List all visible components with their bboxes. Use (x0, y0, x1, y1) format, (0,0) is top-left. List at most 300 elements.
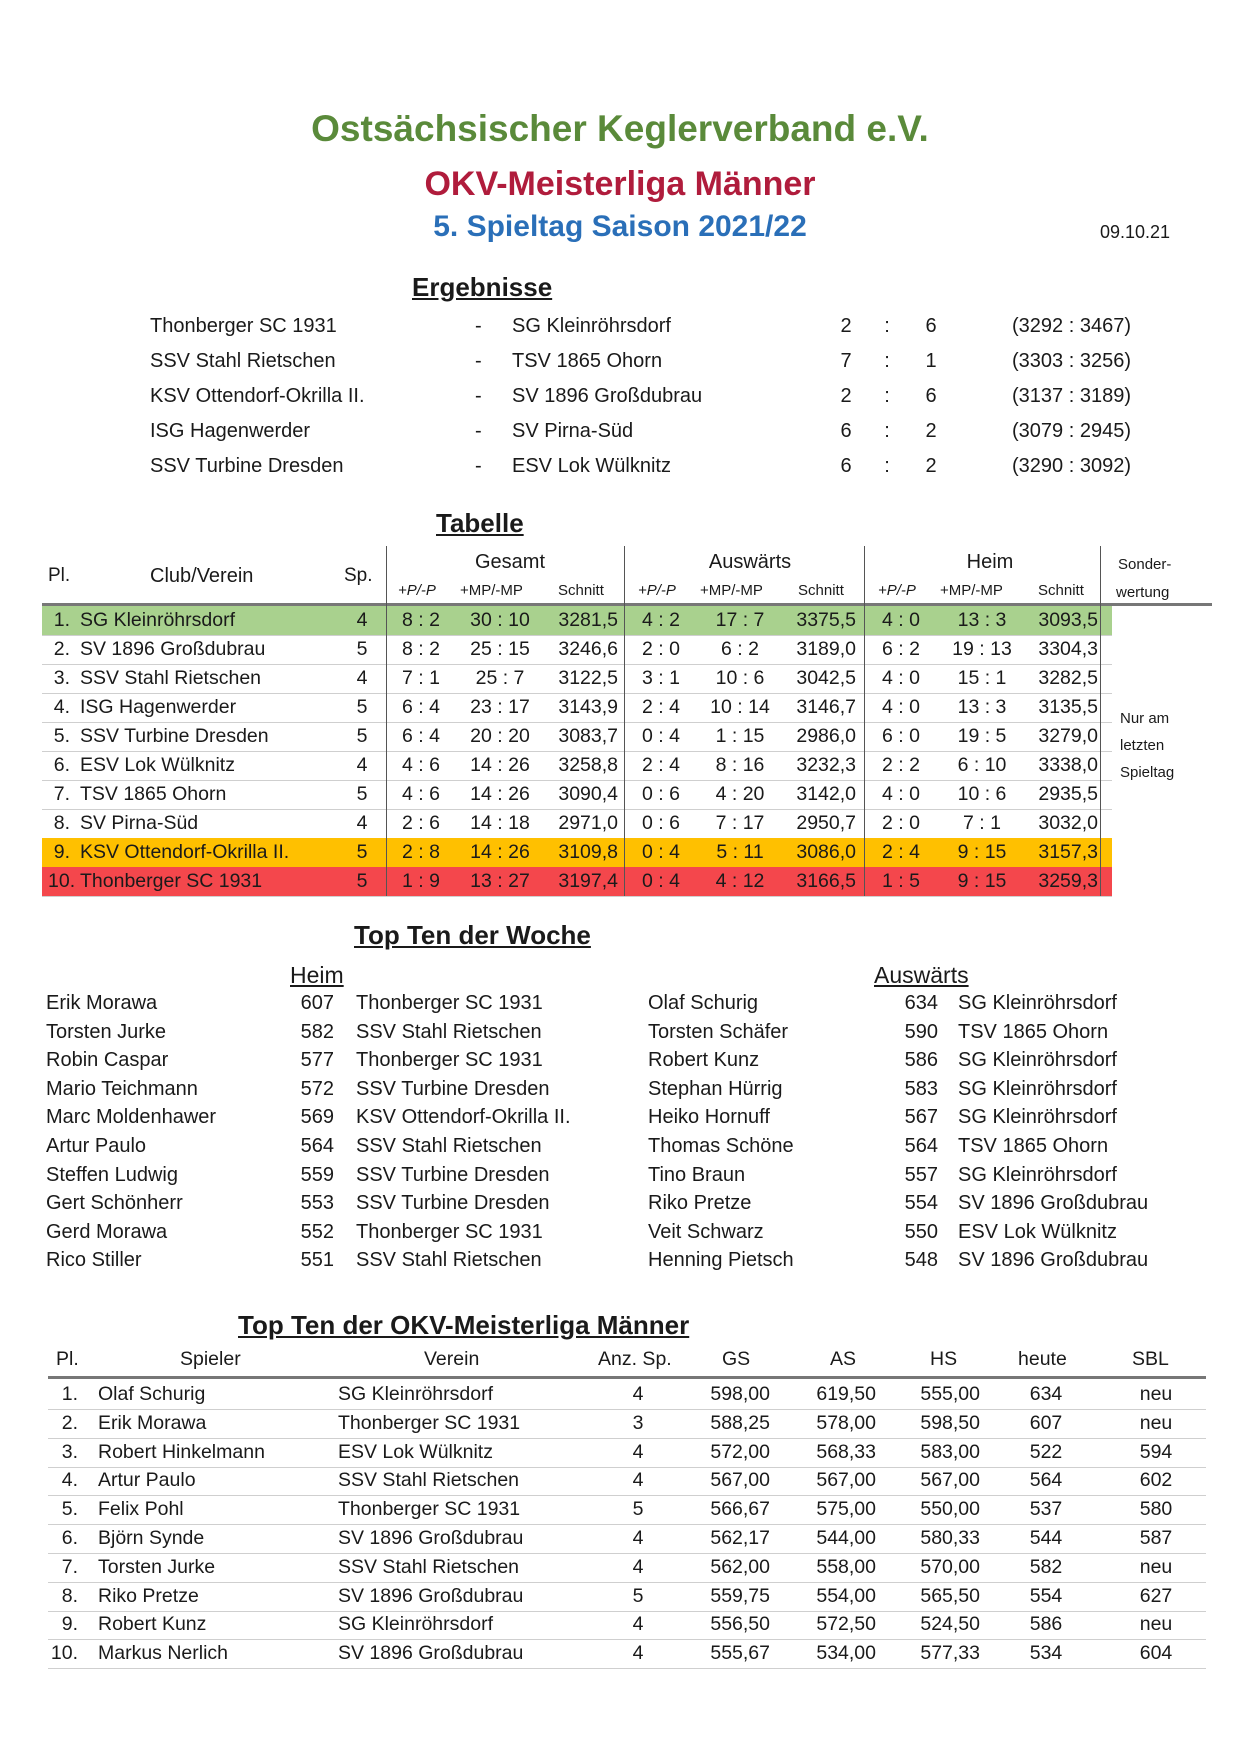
result-pins: (3292 : 3467) (1012, 315, 1131, 337)
week-away-score: 586 (904, 1049, 938, 1072)
league-hs: 524,50 (920, 1613, 980, 1636)
standings-row (42, 606, 1112, 636)
league-gs: 567,00 (710, 1469, 770, 1492)
standings-pl: 10. (48, 870, 76, 892)
standings-away-matchpoints: 10 : 6 (715, 667, 765, 689)
standings-club: KSV Ottendorf-Okrilla II. (80, 841, 290, 863)
week-home-player: Robin Caspar (46, 1049, 169, 1072)
league-col-header-sbl: SBL (1132, 1348, 1169, 1370)
week-home-player: Mario Teichmann (46, 1077, 198, 1100)
league-player: Felix Pohl (98, 1498, 184, 1521)
league-pl: 5. (61, 1498, 78, 1521)
league-club: SG Kleinröhrsdorf (338, 1383, 493, 1405)
league-gs: 562,17 (710, 1527, 770, 1549)
result-home-team: KSV Ottendorf-Okrilla II. (150, 385, 365, 407)
league-games: 4 (632, 1527, 644, 1549)
result-pins: (3079 : 2945) (1012, 420, 1131, 442)
league-player: Björn Synde (98, 1527, 205, 1549)
round-title: 5. Spieltag Saison 2021/22 (433, 210, 807, 243)
league-games: 4 (632, 1642, 644, 1665)
league-top-row (48, 1639, 1206, 1669)
standings-away-points: 0 : 4 (642, 725, 680, 747)
col-header-points: +P/-P (878, 582, 916, 599)
league-today: 586 (1029, 1613, 1063, 1636)
result-pins: (3137 : 3189) (1012, 385, 1131, 407)
league-hs: 583,00 (920, 1440, 980, 1463)
standings-sp: 4 (356, 754, 368, 776)
standings-sp: 5 (356, 725, 368, 747)
league-today: 554 (1029, 1584, 1063, 1607)
standings-pl: 7. (53, 783, 70, 805)
league-today: 582 (1029, 1555, 1063, 1578)
week-home-score: 559 (300, 1163, 334, 1186)
standings-club: Thonberger SC 1931 (80, 870, 263, 892)
league-col-header-as: AS (830, 1348, 857, 1370)
league-sbl: neu (1139, 1613, 1173, 1636)
standings-home-matchpoints: 7 : 1 (963, 812, 1001, 834)
league-hs: 550,00 (920, 1498, 980, 1521)
league-games: 5 (632, 1584, 644, 1607)
week-away-score: 634 (904, 992, 938, 1014)
standings-away-average: 3189,0 (796, 638, 856, 660)
standings-pl: 9. (53, 841, 70, 863)
standings-home-points: 4 : 0 (882, 783, 920, 805)
week-home-player: Torsten Jurke (46, 1020, 167, 1043)
standings-header-rule (42, 603, 1212, 606)
col-header-auswaerts: Auswärts (708, 551, 792, 573)
standings-club: SSV Stahl Rietschen (80, 667, 262, 689)
standings-total-matchpoints: 14 : 26 (470, 783, 530, 805)
week-home-score: 582 (300, 1020, 334, 1043)
week-home-club: SSV Stahl Rietschen (356, 1020, 542, 1043)
league-pl: 8. (61, 1584, 78, 1607)
standings-away-matchpoints: 7 : 17 (715, 812, 765, 834)
league-player: Riko Pretze (98, 1584, 199, 1607)
week-home-score: 607 (300, 992, 334, 1014)
league-player: Robert Kunz (98, 1613, 207, 1636)
league-hs: 577,33 (920, 1642, 980, 1665)
result-away-points: 2 (925, 455, 937, 477)
league-as: 578,00 (816, 1411, 876, 1434)
standings-total-points: 2 : 8 (402, 841, 440, 863)
league-today: 522 (1029, 1440, 1063, 1463)
standings-sp: 4 (356, 667, 368, 689)
standings-home-matchpoints: 15 : 1 (957, 667, 1007, 689)
standings-away-average: 3375,5 (796, 609, 856, 631)
standings-sp: 5 (356, 638, 368, 660)
report-date: 09.10.21 (1100, 222, 1171, 242)
standings-total-average: 3281,5 (558, 609, 618, 631)
league-pl: 7. (61, 1555, 78, 1578)
col-header-sp: Sp. (344, 565, 373, 586)
league-top-row (48, 1466, 1206, 1496)
league-col-header-club: Verein (424, 1348, 480, 1370)
week-away-player: Veit Schwarz (648, 1220, 764, 1243)
week-away-player: Tino Braun (648, 1163, 746, 1186)
result-away-team: ESV Lok Wülknitz (512, 455, 671, 477)
col-header-schnitt: Schnitt (798, 582, 844, 599)
standings-total-points: 4 : 6 (402, 754, 440, 776)
league-games: 4 (632, 1613, 644, 1636)
league-club: SSV Stahl Rietschen (338, 1555, 520, 1578)
league-as: 554,00 (816, 1584, 876, 1607)
league-gs: 598,00 (710, 1383, 770, 1405)
league-club: SSV Stahl Rietschen (338, 1469, 520, 1492)
week-home-score: 553 (300, 1192, 334, 1215)
col-header-points: +P/-P (398, 582, 436, 599)
result-colon: : (884, 350, 890, 372)
league-club: SV 1896 Großdubrau (338, 1527, 524, 1549)
week-away-player: Henning Pietsch (648, 1249, 794, 1272)
league-hs: 555,00 (920, 1383, 980, 1405)
standings-total-matchpoints: 25 : 15 (470, 638, 530, 660)
standings-home-average: 3157,3 (1038, 841, 1098, 863)
col-header-schnitt: Schnitt (558, 582, 604, 599)
week-away-club: SG Kleinröhrsdorf (958, 1163, 1117, 1186)
league-games: 4 (632, 1555, 644, 1578)
standings-sp: 5 (356, 696, 368, 718)
week-away-club: SG Kleinröhrsdorf (958, 1077, 1117, 1100)
result-pins: (3290 : 3092) (1012, 455, 1131, 477)
result-away-team: SG Kleinröhrsdorf (512, 315, 671, 337)
standings-home-points: 4 : 0 (882, 696, 920, 718)
col-header-wertung: wertung (1116, 584, 1170, 601)
standings-row (42, 780, 1112, 810)
league-today: 544 (1029, 1527, 1063, 1549)
week-home-club: SSV Turbine Dresden (356, 1163, 550, 1186)
league-games: 3 (632, 1411, 644, 1434)
result-separator: - (475, 350, 482, 372)
week-away-player: Riko Pretze (648, 1192, 752, 1215)
week-away-score: 550 (904, 1220, 938, 1243)
standings-total-matchpoints: 14 : 26 (470, 754, 530, 776)
standings-home-average: 3135,5 (1038, 696, 1098, 718)
standings-pl: 1. (53, 609, 70, 631)
col-header-points: +P/-P (638, 582, 676, 599)
standings-row (42, 838, 1112, 868)
standings-away-matchpoints: 5 : 11 (716, 841, 764, 863)
standings-away-matchpoints: 4 : 12 (715, 870, 765, 892)
standings-away-points: 2 : 0 (642, 638, 680, 660)
week-home-player: Artur Paulo (46, 1135, 147, 1157)
standings-column-divider (386, 546, 387, 896)
result-home-points: 2 (840, 385, 852, 407)
league-as: 558,00 (816, 1555, 876, 1578)
standings-home-points: 2 : 4 (882, 841, 920, 863)
result-home-points: 6 (840, 420, 852, 442)
standings-away-matchpoints: 17 : 7 (715, 609, 765, 631)
week-home-player: Gert Schönherr (46, 1192, 183, 1215)
result-colon: : (884, 420, 890, 442)
standings-home-average: 3304,3 (1038, 638, 1098, 660)
week-home-score: 552 (300, 1220, 334, 1243)
organization-title: Ostsächsischer Keglerverband e.V. (311, 108, 929, 149)
league-as: 567,00 (816, 1469, 876, 1492)
standings-home-points: 4 : 0 (882, 667, 920, 689)
week-away-label: Auswärts (874, 962, 969, 988)
standings-total-average: 2971,0 (558, 812, 618, 834)
result-away-team: SV 1896 Großdubrau (512, 385, 703, 407)
week-away-score: 583 (904, 1077, 938, 1100)
week-away-player: Robert Kunz (648, 1049, 760, 1072)
league-hs: 570,00 (920, 1555, 980, 1578)
league-top-row (48, 1582, 1206, 1612)
league-games: 4 (632, 1383, 644, 1405)
standings-away-matchpoints: 8 : 16 (715, 754, 765, 776)
standings-home-matchpoints: 6 : 10 (957, 754, 1007, 776)
week-away-player: Stephan Hürrig (648, 1077, 783, 1100)
league-games: 4 (632, 1440, 644, 1463)
standings-club: TSV 1865 Ohorn (80, 783, 227, 805)
standings-total-points: 8 : 2 (402, 609, 440, 631)
col-header-club: Club/Verein (150, 565, 254, 587)
standings-total-average: 3246,6 (558, 638, 618, 660)
league-club: SG Kleinröhrsdorf (338, 1613, 493, 1636)
result-home-points: 6 (840, 455, 852, 477)
standings-home-average: 3279,0 (1038, 725, 1098, 747)
standings-home-matchpoints: 9 : 15 (957, 841, 1007, 863)
standings-away-matchpoints: 4 : 20 (715, 783, 765, 805)
standings-home-points: 6 : 2 (882, 638, 920, 660)
league-hs: 598,50 (920, 1411, 980, 1434)
league-player: Robert Hinkelmann (98, 1440, 265, 1463)
league-as: 534,00 (816, 1642, 876, 1665)
league-player: Torsten Jurke (98, 1555, 216, 1578)
standings-away-average: 3142,0 (796, 783, 856, 805)
standings-home-points: 1 : 5 (882, 870, 920, 892)
standings-away-average: 3166,5 (796, 870, 856, 892)
league-top-row (48, 1380, 1206, 1410)
league-hs: 580,33 (920, 1527, 980, 1549)
week-home-club: SSV Stahl Rietschen (356, 1249, 542, 1272)
result-away-points: 6 (925, 385, 937, 407)
standings-pl: 8. (53, 812, 70, 834)
col-header-matchpoints: +MP/-MP (700, 582, 763, 599)
standings-club: SV 1896 Großdubrau (80, 638, 266, 660)
league-as: 575,00 (816, 1498, 876, 1521)
standings-away-average: 2950,7 (796, 812, 856, 834)
standings-total-average: 3122,5 (558, 667, 618, 689)
week-home-club: Thonberger SC 1931 (356, 1220, 543, 1243)
standings-total-average: 3143,9 (558, 696, 618, 718)
week-home-club: Thonberger SC 1931 (356, 1049, 543, 1072)
league-club: SV 1896 Großdubrau (338, 1584, 524, 1607)
standings-total-average: 3083,7 (558, 725, 618, 747)
sonder-note-line: Nur am (1120, 710, 1170, 727)
league-top-row (48, 1610, 1206, 1640)
league-pl: 10. (50, 1642, 78, 1665)
standings-away-average: 3042,5 (796, 667, 856, 689)
league-player: Markus Nerlich (98, 1642, 229, 1665)
standings-row (42, 867, 1112, 897)
standings-club: SSV Turbine Dresden (80, 725, 269, 747)
league-club: SV 1896 Großdubrau (338, 1642, 524, 1665)
week-away-player: Olaf Schurig (648, 992, 759, 1014)
week-away-club: SG Kleinröhrsdorf (958, 1049, 1117, 1072)
standings-club: SV Pirna-Süd (80, 812, 199, 834)
week-top-heading: Top Ten der Woche (354, 920, 591, 950)
standings-row (42, 722, 1112, 752)
league-player: Olaf Schurig (98, 1383, 206, 1405)
week-away-score: 564 (904, 1135, 938, 1157)
week-home-player: Erik Morawa (46, 992, 158, 1014)
standings-row (42, 664, 1112, 694)
standings-home-average: 2935,5 (1038, 783, 1098, 805)
col-header-schnitt: Schnitt (1038, 582, 1084, 599)
col-header-matchpoints: +MP/-MP (940, 582, 1003, 599)
result-home-points: 7 (840, 350, 852, 372)
league-today: 537 (1029, 1498, 1063, 1521)
league-sbl: neu (1139, 1383, 1173, 1405)
standings-total-average: 3109,8 (558, 841, 618, 863)
standings-away-points: 0 : 6 (642, 812, 680, 834)
week-away-score: 548 (904, 1249, 938, 1272)
league-as: 568,33 (816, 1440, 876, 1463)
standings-club: SG Kleinröhrsdorf (80, 609, 235, 631)
league-gs: 566,67 (710, 1498, 770, 1521)
league-sbl: 580 (1139, 1498, 1173, 1521)
standings-total-matchpoints: 30 : 10 (470, 609, 530, 631)
standings-total-matchpoints: 14 : 26 (470, 841, 530, 863)
standings-home-matchpoints: 19 : 5 (957, 725, 1007, 747)
week-away-club: SG Kleinröhrsdorf (958, 992, 1117, 1014)
standings-away-average: 3232,3 (796, 754, 856, 776)
league-club: Thonberger SC 1931 (338, 1411, 521, 1434)
col-header-sonder: Sonder- (1118, 556, 1172, 573)
standings-away-matchpoints: 10 : 14 (710, 696, 770, 718)
league-pl: 4. (61, 1469, 78, 1492)
week-home-score: 569 (300, 1106, 334, 1129)
league-pl: 3. (61, 1440, 78, 1463)
week-away-score: 554 (904, 1192, 938, 1215)
week-away-club: SV 1896 Großdubrau (958, 1192, 1149, 1215)
standings-row (42, 809, 1112, 839)
standings-club: ISG Hagenwerder (80, 696, 237, 718)
standings-total-matchpoints: 20 : 20 (470, 725, 530, 747)
result-away-team: SV Pirna-Süd (512, 420, 634, 442)
standings-away-points: 0 : 4 (642, 870, 680, 892)
standings-away-points: 0 : 6 (642, 783, 680, 805)
standings-away-average: 2986,0 (796, 725, 856, 747)
standings-home-points: 2 : 0 (882, 812, 920, 834)
result-home-points: 2 (840, 315, 852, 337)
standings-home-matchpoints: 19 : 13 (952, 638, 1012, 660)
league-gs: 572,00 (710, 1440, 770, 1463)
league-player: Erik Morawa (98, 1411, 207, 1434)
week-home-club: Thonberger SC 1931 (356, 992, 543, 1014)
week-away-score: 590 (904, 1020, 938, 1043)
standings-total-points: 6 : 4 (402, 725, 440, 747)
standings-total-points: 6 : 4 (402, 696, 440, 718)
standings-heading: Tabelle (436, 508, 524, 538)
week-away-club: ESV Lok Wülknitz (958, 1220, 1117, 1243)
week-away-club: SV 1896 Großdubrau (958, 1249, 1149, 1272)
league-col-header-games: Anz. Sp. (598, 1348, 672, 1370)
standings-total-points: 2 : 6 (402, 812, 440, 834)
standings-total-matchpoints: 23 : 17 (470, 696, 530, 718)
league-gs: 562,00 (710, 1555, 770, 1578)
league-top-row (48, 1553, 1206, 1583)
standings-home-matchpoints: 10 : 6 (957, 783, 1007, 805)
league-today: 634 (1029, 1383, 1063, 1405)
standings-home-average: 3032,0 (1038, 812, 1098, 834)
standings-sp: 5 (356, 783, 368, 805)
week-away-club: TSV 1865 Ohorn (958, 1020, 1109, 1043)
standings-home-points: 4 : 0 (882, 609, 920, 631)
league-top-row (48, 1495, 1206, 1525)
standings-away-matchpoints: 6 : 2 (721, 638, 759, 660)
week-home-player: Gerd Morawa (46, 1220, 168, 1243)
week-away-player: Heiko Hornuff (648, 1106, 770, 1129)
league-as: 544,00 (816, 1527, 876, 1549)
week-away-club: SG Kleinröhrsdorf (958, 1106, 1117, 1129)
col-header-pl: Pl. (48, 565, 71, 586)
standings-home-average: 3282,5 (1038, 667, 1098, 689)
standings-total-average: 3090,4 (558, 783, 618, 805)
standings-total-matchpoints: 13 : 27 (470, 870, 530, 892)
col-header-heim: Heim (966, 551, 1014, 573)
standings-column-divider (1100, 546, 1101, 896)
league-top-row (48, 1438, 1206, 1468)
week-home-player: Rico Stiller (46, 1249, 142, 1272)
result-colon: : (884, 385, 890, 407)
league-hs: 567,00 (920, 1469, 980, 1492)
league-title: OKV-Meisterliga Männer (424, 165, 816, 203)
result-away-team: TSV 1865 Ohorn (512, 350, 663, 372)
week-away-score: 567 (904, 1106, 938, 1129)
sonder-note-line: Spieltag (1120, 764, 1175, 781)
results-heading: Ergebnisse (412, 272, 553, 302)
league-today: 607 (1029, 1411, 1063, 1434)
league-player: Artur Paulo (98, 1469, 196, 1492)
standings-row (42, 693, 1112, 723)
standings-home-points: 6 : 0 (882, 725, 920, 747)
standings-home-matchpoints: 13 : 3 (957, 609, 1007, 631)
league-pl: 2. (61, 1411, 78, 1434)
league-sbl: 604 (1139, 1642, 1173, 1665)
standings-away-matchpoints: 1 : 15 (715, 725, 765, 747)
standings-pl: 2. (53, 638, 70, 660)
league-gs: 556,50 (710, 1613, 770, 1636)
week-home-score: 551 (300, 1249, 334, 1272)
standings-total-average: 3258,8 (558, 754, 618, 776)
standings-away-average: 3086,0 (796, 841, 856, 863)
result-separator: - (475, 315, 482, 337)
league-gs: 555,67 (710, 1642, 770, 1665)
standings-row (42, 635, 1112, 665)
standings-sp: 4 (356, 609, 368, 631)
standings-total-points: 4 : 6 (402, 783, 440, 805)
standings-pl: 3. (53, 667, 70, 689)
week-away-score: 557 (904, 1163, 938, 1186)
result-colon: : (884, 455, 890, 477)
result-away-points: 2 (925, 420, 937, 442)
standings-away-points: 3 : 1 (642, 667, 680, 689)
standings-home-matchpoints: 13 : 3 (957, 696, 1007, 718)
league-top-row (48, 1409, 1206, 1439)
standings-total-points: 7 : 1 (402, 667, 440, 689)
week-home-club: SSV Turbine Dresden (356, 1077, 550, 1100)
standings-home-matchpoints: 9 : 15 (957, 870, 1007, 892)
col-header-gesamt: Gesamt (474, 551, 546, 573)
league-club: Thonberger SC 1931 (338, 1498, 521, 1521)
standings-sp: 4 (356, 812, 368, 834)
result-colon: : (884, 315, 890, 337)
league-club: ESV Lok Wülknitz (338, 1440, 493, 1463)
standings-away-points: 2 : 4 (642, 696, 680, 718)
league-col-header-player: Spieler (180, 1348, 241, 1370)
result-separator: - (475, 385, 482, 407)
